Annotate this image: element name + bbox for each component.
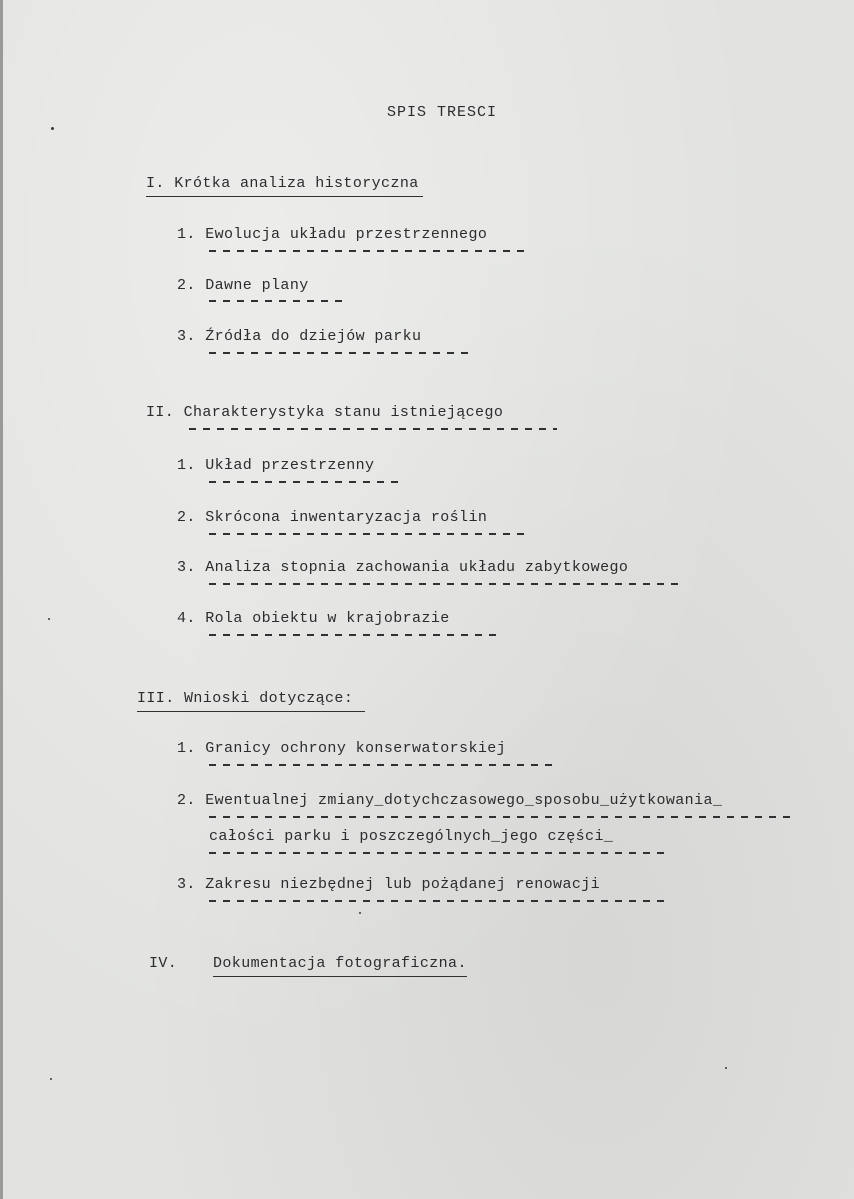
section-2-item-3: 3. Analiza stopnia zachowania układu zabytkowego xyxy=(177,559,629,576)
section-1-item-2: 2. Dawne plany xyxy=(177,277,309,294)
paper-speck xyxy=(48,618,50,620)
dashed-underline xyxy=(209,533,531,535)
section-1-item-1: 1. Ewolucja układu przestrzennego xyxy=(177,226,488,243)
section-2-item-1: 1. Układ przestrzenny xyxy=(177,457,375,474)
dashed-underline xyxy=(209,852,665,854)
page-title: SPIS TRESCI xyxy=(387,104,498,121)
paper-speck xyxy=(51,127,54,130)
dashed-underline xyxy=(209,816,793,818)
section-2-heading: II. Charakterystyka stanu istniejącego xyxy=(146,404,504,421)
dashed-underline xyxy=(209,300,347,302)
dashed-underline xyxy=(209,764,559,766)
dashed-underline xyxy=(209,250,531,252)
dashed-underline xyxy=(209,352,471,354)
paper-speck xyxy=(359,912,361,914)
section-3-item-3: 3. Zakresu niezbędnej lub pożądanej renowacji xyxy=(177,876,601,893)
dashed-underline xyxy=(209,481,399,483)
dashed-underline xyxy=(209,900,667,902)
section-2-item-2: 2. Skrócona inwentaryzacja roślin xyxy=(177,509,488,526)
paper-speck xyxy=(50,1078,52,1080)
section-3-item-2-continuation: całości parku i poszczególnych_jego części_ xyxy=(209,828,614,845)
section-3-item-1: 1. Granicy ochrony konserwatorskiej xyxy=(177,740,507,757)
section-4-number: IV. xyxy=(149,955,178,972)
section-1-item-3: 3. Źródła do dziejów parku xyxy=(177,328,422,345)
paper-speck xyxy=(725,1067,727,1069)
section-4-heading: Dokumentacja fotograficzna. xyxy=(213,955,467,977)
section-1-heading: I. Krótka analiza historyczna xyxy=(146,175,423,197)
section-3-heading: III. Wnioski dotyczące: xyxy=(137,690,365,712)
dashed-underline xyxy=(209,583,685,585)
section-2-item-4: 4. Rola obiektu w krajobrazie xyxy=(177,610,450,627)
section-3-item-2: 2. Ewentualnej zmiany_dotychczasowego_sposobu_użytkowania_ xyxy=(177,792,723,809)
dashed-underline xyxy=(209,634,497,636)
dashed-underline xyxy=(189,428,557,430)
